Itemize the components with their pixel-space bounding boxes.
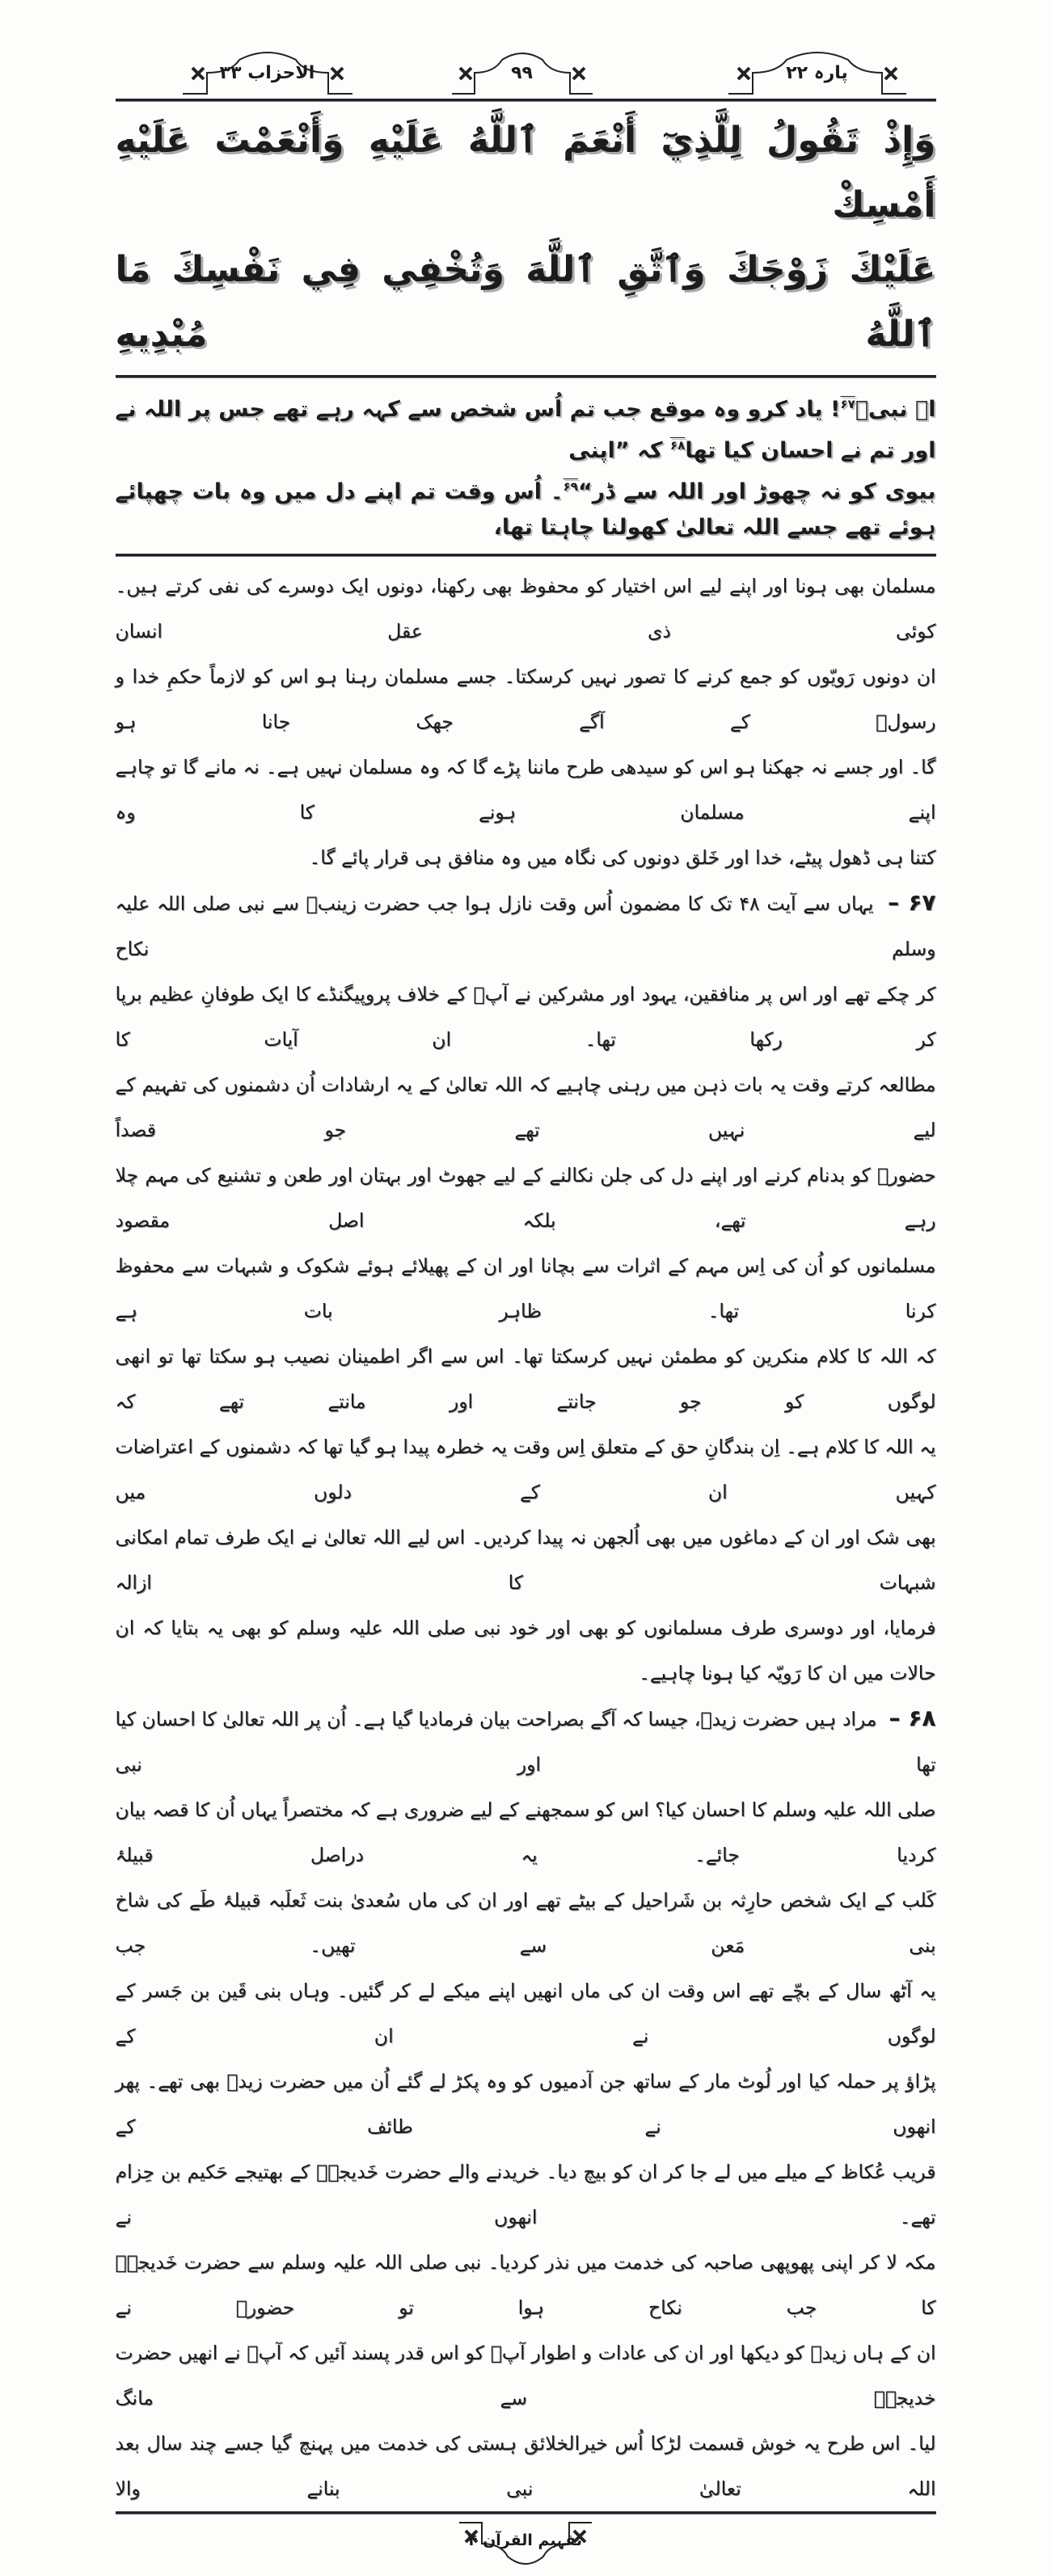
page-footer xyxy=(116,2519,936,2576)
commentary-line: مسلمانوں کو اُن کی اِس مہم کے اثرات سے بچانا اور ان کے پھیلائے ہوئے شکوک و شبہات سے محفوظ کرنا تھا۔ ظاہر بات ہے xyxy=(115,1254,936,1322)
commentary-line: فرمایا، اور دوسری طرف مسلمانوں کو بھی اور خود نبی صلی اللہ علیہ وسلم کو بھی یہ بتایا کہ ان حالات میں ان کا رَویّہ کیا ہونا چاہیے۔ xyxy=(115,1617,936,1684)
page xyxy=(116,0,936,2576)
arabic-verse-line-1: وَإِذْ تَقُولُ لِلَّذِيٓ أَنْعَمَ ٱللَّهُ عَلَيْهِ وَأَنْعَمْتَ عَلَيْهِ أَمْسِكْ xyxy=(115,120,936,226)
para-label: پارہ ۲۲ xyxy=(786,62,848,83)
page-number: ۹۹ xyxy=(511,62,533,83)
note-67-line xyxy=(116,880,936,972)
translation-text: بیوی کو نہ چھوڑ اور اللہ سے ڈر“ xyxy=(577,479,936,504)
footnote-marker-67[interactable]: ۶۷ xyxy=(840,397,855,411)
book-title: تفہیم القرآن ۴ xyxy=(467,2532,583,2549)
commentary-line: قریب عُکاظ کے میلے میں لے جا کر ان کو بیچ دیا۔ خریدنے والے حضرت خَدیجہؓ کے بھتیجے حَکیم بن حِزام تھے۔ انھوں نے xyxy=(115,2161,936,2228)
commentary-line: پڑاؤ پر حملہ کیا اور لُوٹ مار کے ساتھ جن آدمیوں کو وہ پکڑ لے گئے اُن میں حضرت زیدؓ بھی تھے۔ پھر انھوں نے طائف کے xyxy=(115,2070,936,2138)
commentary-line: یہ اللہ کا کلام ہے۔ اِن بندگانِ حق کے متعلق اِس وقت یہ خطرہ پیدا ہو گیا تھا کہ دشمنوں کے اعتراضات کہیں ان کے دلوں میں xyxy=(115,1436,936,1503)
translation-text: ۔ اُس وقت تم اپنے دل میں وہ بات چھپائے ہوئے تھے جسے اللہ تعالیٰ کھولنا چاہتا تھا، xyxy=(115,479,936,540)
footnote-marker-69[interactable]: ۶۹ xyxy=(563,479,578,494)
commentary-line: ان دونوں رَویّوں کو جمع کرنے کا تصور نہیں کرسکتا۔ جسے مسلمان رہنا ہو اس کو لازماً حکمِ خدا و رسولؐ کے آگے جھک جانا ہو xyxy=(115,665,936,733)
commentary-line: کر چکے تھے اور اس پر منافقین، یہود اور مشرکین نے آپؐ کے خلاف پروپیگنڈے کا ایک طوفانِ عظیم برپا کر رکھا تھا۔ ان آیات کا xyxy=(115,983,936,1051)
commentary-line: حضورؐ کو بدنام کرنے اور اپنے دل کی جلن نکالنے کے لیے جھوٹ اور بہتان اور طعن و تشنیع کی مہم چلا رہے تھے، بلکہ اصل مقصود xyxy=(115,1164,936,1232)
header-para-cartouche xyxy=(720,48,914,97)
surah-label: الاحزاب ۳۳ xyxy=(219,62,315,83)
translation-text: اے نبیؐ xyxy=(855,397,936,422)
commentary-line: گا۔ اور جسے نہ جھکنا ہو اس کو سیدھی طرح ماننا پڑے گا کہ وہ مسلمان نہیں ہے۔ نہ مانے گا تو چاہے اپنے مسلمان ہونے کا وہ xyxy=(115,756,936,824)
commentary-line: ان کے ہاں زیدؓ کو دیکھا اور ان کی عادات و اطوار آپؐ کو اس قدر پسند آئیں کہ آپؐ نے انھیں حضرت خدیجہؓ سے مانگ xyxy=(115,2342,936,2409)
footer-cartouche xyxy=(453,2519,598,2570)
header-page-cartouche xyxy=(445,48,599,97)
header-surah-cartouche xyxy=(175,48,361,97)
commentary-text: مراد ہیں حضرت زیدؓ، جیسا کہ آگے بصراحت بیان فرمادیا گیا ہے۔ اُن پر اللہ تعالیٰ کا احسان کیا تھا اور نبی xyxy=(115,1708,936,1776)
note-68-line xyxy=(116,1696,936,1787)
arabic-verse-line-2: عَلَيْكَ زَوْجَكَ وَٱتَّقِ ٱللَّهَ وَتُخْفِي فِي نَفْسِكَ مَا ٱللَّهُ مُبْدِيهِ xyxy=(115,249,936,355)
commentary-line: کہ اللہ کا کلام منکرین کو مطمئن نہیں کرسکتا تھا۔ اس سے اگر اطمینان نصیب ہو سکتا تھا تو انھی لوگوں کو جو جانتے اور مانتے تھے کہ xyxy=(115,1345,936,1413)
commentary-line: یہ آٹھ سال کے بچّے تھے اس وقت ان کی ماں انھیں اپنے میکے لے کر گئیں۔ وہاں بنی قَین بن جَسر کے لوگوں نے ان کے xyxy=(115,1979,936,2047)
translation-text: ! یاد کرو وہ موقع جب تم اُس شخص سے کہہ رہے تھے جس پر اللہ نے اور تم نے احسان کیا تھا xyxy=(115,397,936,463)
commentary-line: لیا۔ اس طرح یہ خوش قسمت لڑکا اُس خیرالخلائق ہستی کی خدمت میں پہنچ گیا جسے چند سال بعد اللہ تعالیٰ نبی بنانے والا xyxy=(115,2432,936,2500)
note-67-number: ۶۷ – xyxy=(888,889,936,916)
footer-rule xyxy=(116,2511,936,2515)
note-68-number: ۶۸ – xyxy=(888,1705,936,1731)
translation-line-1 xyxy=(116,386,936,469)
commentary-line: کتنا ہی ڈھول پیٹے، خدا اور خَلق دونوں کی نگاہ میں وہ منافق ہی قرار پائے گا۔ xyxy=(309,846,936,869)
commentary-line: کَلب کے ایک شخص حارِثہ بن شَراحیل کے بیٹے تھے اور ان کی ماں سُعدیٰ بنت ثَعلَبہ قبیلۂ طَے کی شاخ بنی مَعن سے تھیں۔ جب xyxy=(115,1889,936,1957)
translation-line-2 xyxy=(116,469,936,546)
page-header xyxy=(116,48,936,99)
commentary-line: مسلمان بھی ہونا اور اپنے لیے اس اختیار کو محفوظ بھی رکھنا، دونوں ایک دوسرے کی نفی کرتے ہیں۔ کوئی ذی عقل انسان xyxy=(115,575,936,643)
commentary-line: مکہ لا کر اپنی پھوپھی صاحبہ کی خدمت میں نذر کردیا۔ نبی صلی اللہ علیہ وسلم سے حضرت خَدیجہؓ کا جب نکاح ہوا تو حضورؐ نے xyxy=(115,2251,936,2319)
translation-text: کہ ”اپنی xyxy=(568,438,670,463)
commentary-body xyxy=(116,557,936,2511)
commentary-line: بھی شک اور ان کے دماغوں میں بھی اُلجھن نہ پیدا کردیں۔ اس لیے اللہ تعالیٰ نے ایک طرف تمام امکانی شبہات کا ازالہ xyxy=(115,1526,936,1594)
translation xyxy=(116,378,936,554)
commentary-text: یہاں سے آیت ۴۸ تک کا مضمون اُس وقت نازل ہوا جب حضرت زینبؓ سے نبی صلی اللہ علیہ وسلم نکاح xyxy=(115,892,936,960)
footnote-marker-68[interactable]: ۶۸ xyxy=(670,438,686,453)
commentary-line: صلی اللہ علیہ وسلم کا احسان کیا؟ اس کو سمجھنے کے لیے ضروری ہے کہ مختصراً یہاں اُن کا قصہ بیان کردیا جائے۔ یہ دراصل قبیلۂ xyxy=(115,1798,936,1866)
commentary-line: مطالعہ کرتے وقت یہ بات ذہن میں رہنی چاہیے کہ اللہ تعالیٰ کے یہ ارشادات اُن دشمنوں کی تفہیم کے لیے نہیں تھے جو قصداً xyxy=(115,1073,936,1141)
arabic-verse xyxy=(116,102,936,375)
